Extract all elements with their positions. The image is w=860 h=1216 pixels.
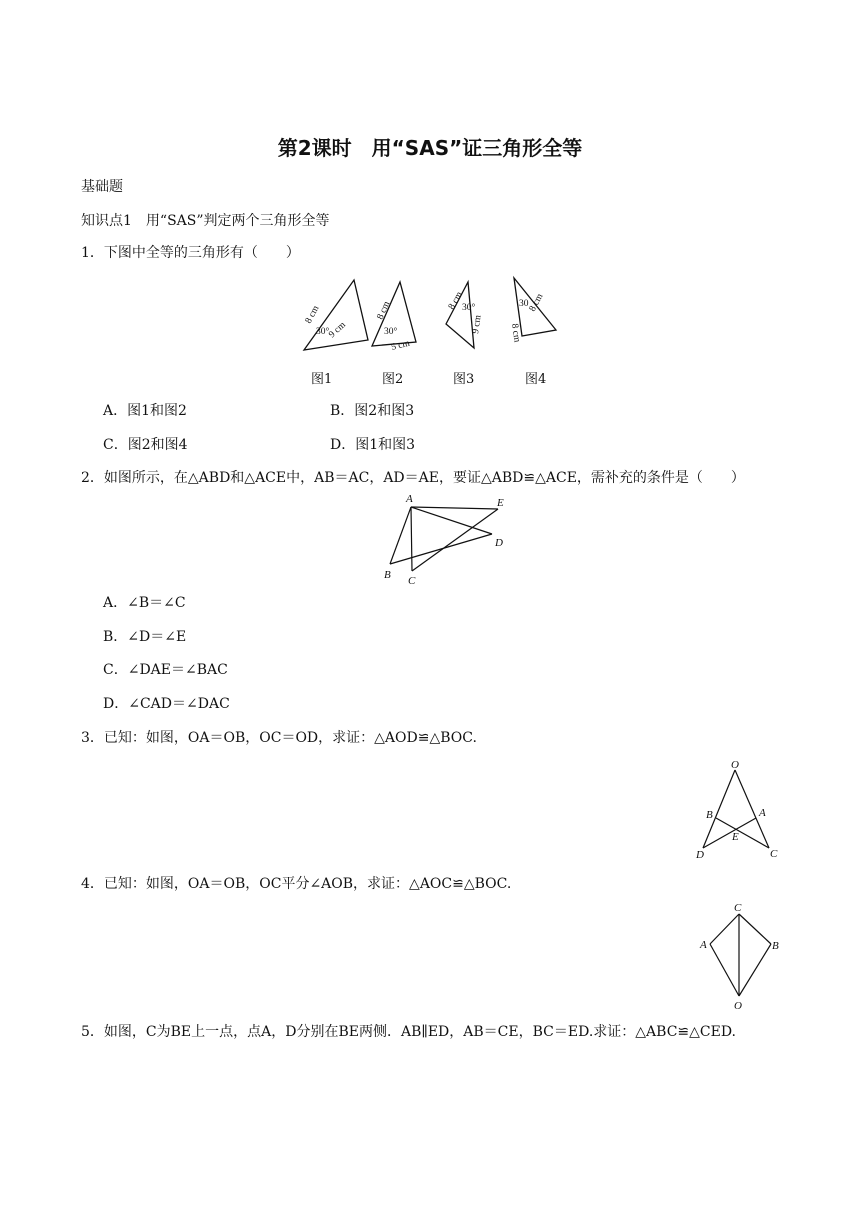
fig1-side1: 8 cm: [303, 304, 322, 326]
q1-stem: 1．下图中全等的三角形有（ ）: [81, 245, 300, 261]
fig2-side2: 5 cm: [390, 338, 411, 353]
q2-option-b: B．∠D＝∠E: [103, 629, 187, 645]
fig4-caption: 图4: [525, 372, 547, 387]
q4-label-c: C: [734, 902, 742, 914]
q2-label-c: C: [408, 575, 416, 587]
page-title: 第2课时 用“SAS”证三角形全等: [277, 136, 583, 160]
q4-label-o: O: [734, 1000, 742, 1012]
fig3-caption: 图3: [453, 372, 475, 387]
q1-option-d: D．图1和图3: [330, 437, 416, 453]
q4-label-b: B: [772, 940, 779, 952]
q3-label-o: O: [731, 759, 739, 771]
fig3-side2: 9 cm: [471, 314, 484, 335]
q1-option-a: A．图1和图2: [103, 403, 187, 419]
q4-figure: [694, 898, 794, 1014]
knowledge-point-heading: 知识点1 用“SAS”判定两个三角形全等: [81, 213, 330, 229]
fig1-caption: 图1: [311, 372, 333, 387]
q3-label-d: D: [696, 849, 704, 861]
q3-figure: [690, 756, 790, 864]
q2-option-c: C．∠DAE＝∠BAC: [103, 662, 228, 678]
q3-label-a: A: [759, 807, 766, 819]
q1-triangles-figure: [296, 272, 576, 358]
fig2-side1: 8 cm: [375, 300, 393, 322]
q1-option-c: C．图2和图4: [103, 437, 188, 453]
q2-figure: [378, 490, 518, 590]
q3-label-c: C: [770, 848, 778, 860]
fig4-angle: 30: [519, 299, 529, 309]
fig1-angle: 30°: [316, 327, 330, 337]
fig2-caption: 图2: [382, 372, 404, 387]
q2-label-d: D: [495, 537, 503, 549]
fig4-side2: 8 cm: [527, 292, 546, 314]
q2-stem: 2．如图所示，在△ABD和△ACE中，AB＝AC，AD＝AE，要证△ABD≌△ACE，需补充的条件是（ ）: [81, 470, 745, 486]
q2-option-a: A．∠B＝∠C: [103, 595, 186, 611]
q2-label-e: E: [497, 497, 504, 509]
q4-label-a: A: [700, 939, 707, 951]
q1-option-b: B．图2和图3: [330, 403, 415, 419]
fig3-side1: 8 cm: [446, 290, 465, 312]
section-heading: 基础题: [81, 179, 123, 195]
q3-stem: 3．已知：如图，OA＝OB，OC＝OD，求证：△AOD≌△BOC.: [81, 730, 477, 746]
q2-option-d: D．∠CAD＝∠DAC: [103, 696, 230, 712]
q2-label-b: B: [384, 569, 391, 581]
q2-label-a: A: [406, 493, 413, 505]
fig2-angle: 30°: [384, 327, 398, 337]
fig4-side1: 8 cm: [509, 323, 522, 343]
fig3-angle: 30°: [462, 303, 476, 313]
q3-label-b: B: [706, 809, 713, 821]
q5-stem: 5．如图，C为BE上一点，点A，D分别在BE两侧．AB∥ED，AB＝CE，BC＝ED.求证：△ABC≌△CED.: [81, 1024, 737, 1040]
fig3-triangle: [446, 282, 474, 348]
q4-stem: 4．已知：如图，OA＝OB，OC平分∠AOB，求证：△AOC≌△BOC.: [81, 876, 512, 892]
q3-label-e: E: [732, 831, 739, 843]
fig1-side2: 9 cm: [327, 320, 348, 341]
